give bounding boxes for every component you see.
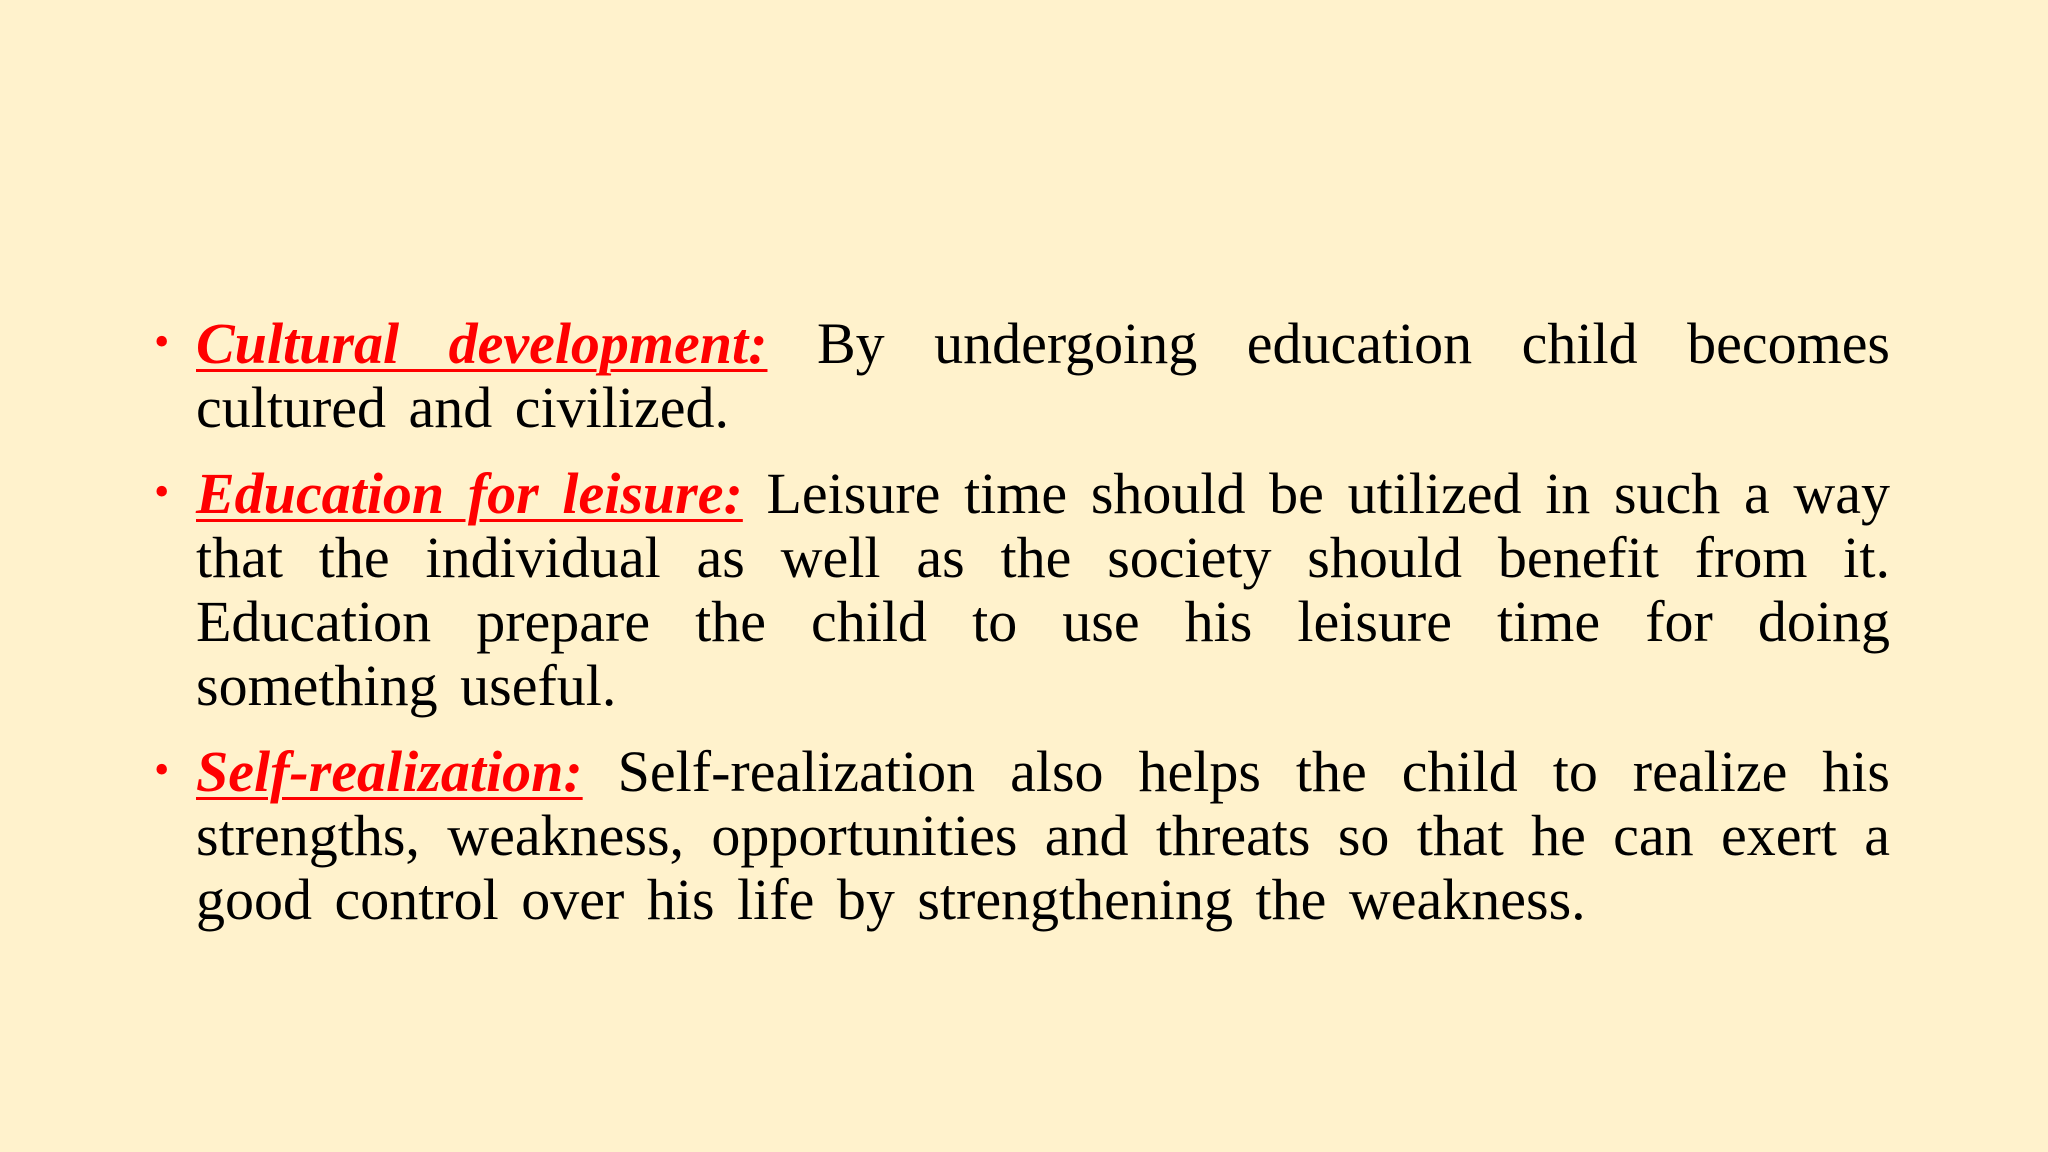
- bullet-text: Self-realization also helps the child to realize his strengths, weakness, opportunities and threats so that he can exert a good control over his life by strengthening the weakness.: [196, 739, 1890, 932]
- bullet-dot-icon: •: [154, 317, 170, 366]
- bullet-item-education-for-leisure: [150, 462, 1890, 718]
- bullet-dot-icon: •: [154, 467, 170, 516]
- bullet-text: By undergoing education child becomes cultured and civilized.: [196, 311, 1891, 440]
- bullet-list: [150, 312, 1890, 954]
- bullet-heading: Education for leisure:: [196, 461, 743, 526]
- bullet-text: Leisure time should be utilized in such a way that the individual as well as the society should benefit from it. Education prepare the child to use his leisure time for doing something useful.: [196, 461, 1890, 718]
- bullet-item-cultural-development: [150, 312, 1890, 440]
- bullet-item-self-realization: [150, 740, 1890, 932]
- bullet-heading: Cultural development:: [196, 311, 768, 376]
- bullet-dot-icon: •: [154, 745, 170, 794]
- bullet-heading: Self-realization:: [196, 739, 583, 804]
